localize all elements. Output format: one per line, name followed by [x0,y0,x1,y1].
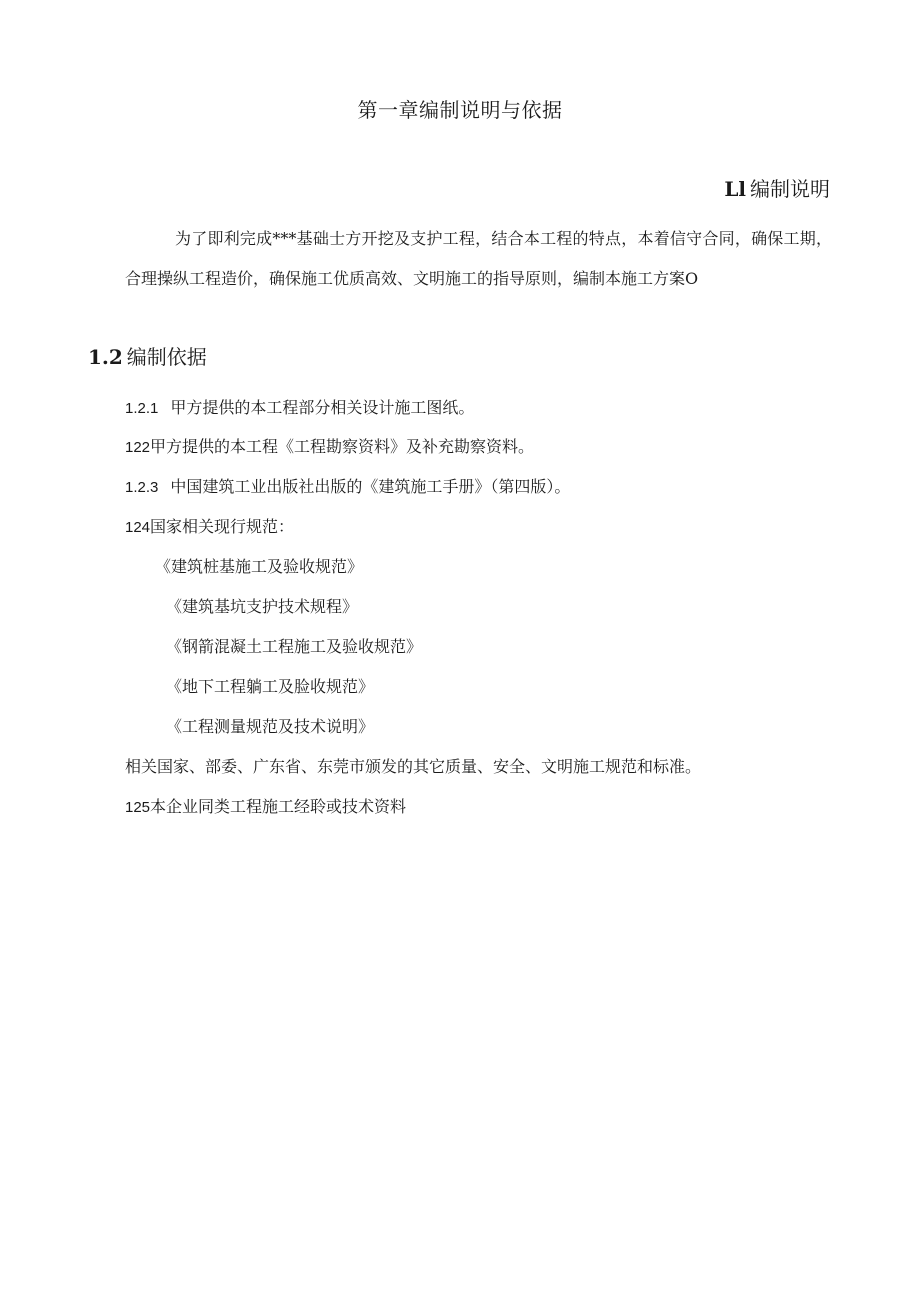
item-number: 125 [125,799,151,816]
list-item [125,476,570,499]
item-text: 甲方提供的本工程部分相关设计施工图纸。 [170,398,475,417]
section-1-2-heading [88,341,207,370]
section-1-2-title: 编制依据 [126,345,207,369]
section-1-1-heading [724,173,830,202]
list-item [125,516,294,539]
item-text: 本企业同类工程施工经聆或技术资料 [150,797,407,816]
item-text: 中国建筑工业出版社出版的《建筑施工手册》（第四版）。 [170,477,571,496]
standard-item: 《钢箭混凝土工程施工及验收规范》 [166,637,423,656]
section-1-1-number: Ll [724,177,746,201]
standard-item: 《建筑基坑支护技术规程》 [166,597,359,616]
item-number: 1.2.1 [125,400,159,417]
item-number: 122 [125,439,151,456]
list-item [125,397,474,420]
standard-item: 《建筑桩基施工及验收规范》 [155,557,364,576]
section-1-2-number: 1.2 [88,345,123,369]
standard-item: 《工程测量规范及技术说明》 [166,717,375,736]
other-standards: 相关国家、部委、广东省、东莞市颁发的其它质量、安全、文明施工规范和标准。 [125,757,702,776]
item-text: 甲方提供的本工程《工程勘察资料》及补充勘察资料。 [150,437,535,456]
list-item [125,436,534,459]
item-text: 国家相关现行规范： [150,517,295,536]
chapter-title: 第一章编制说明与依据 [357,98,563,122]
item-number: 1.2.3 [125,479,159,496]
item-number: 124 [125,519,151,536]
standard-item: 《地下工程躺工及脸收规范》 [166,677,375,696]
list-item [125,796,406,819]
section-1-1-paragraph: 为了即利完成***基础士方开挖及支护工程，结合本工程的特点，本着信守合同，确保工期，合理操纵工程造价，确保施工优质高效、文明施工的指导原则，编制本施工方案O [125,229,832,288]
section-1-1-title: 编制说明 [750,177,830,201]
